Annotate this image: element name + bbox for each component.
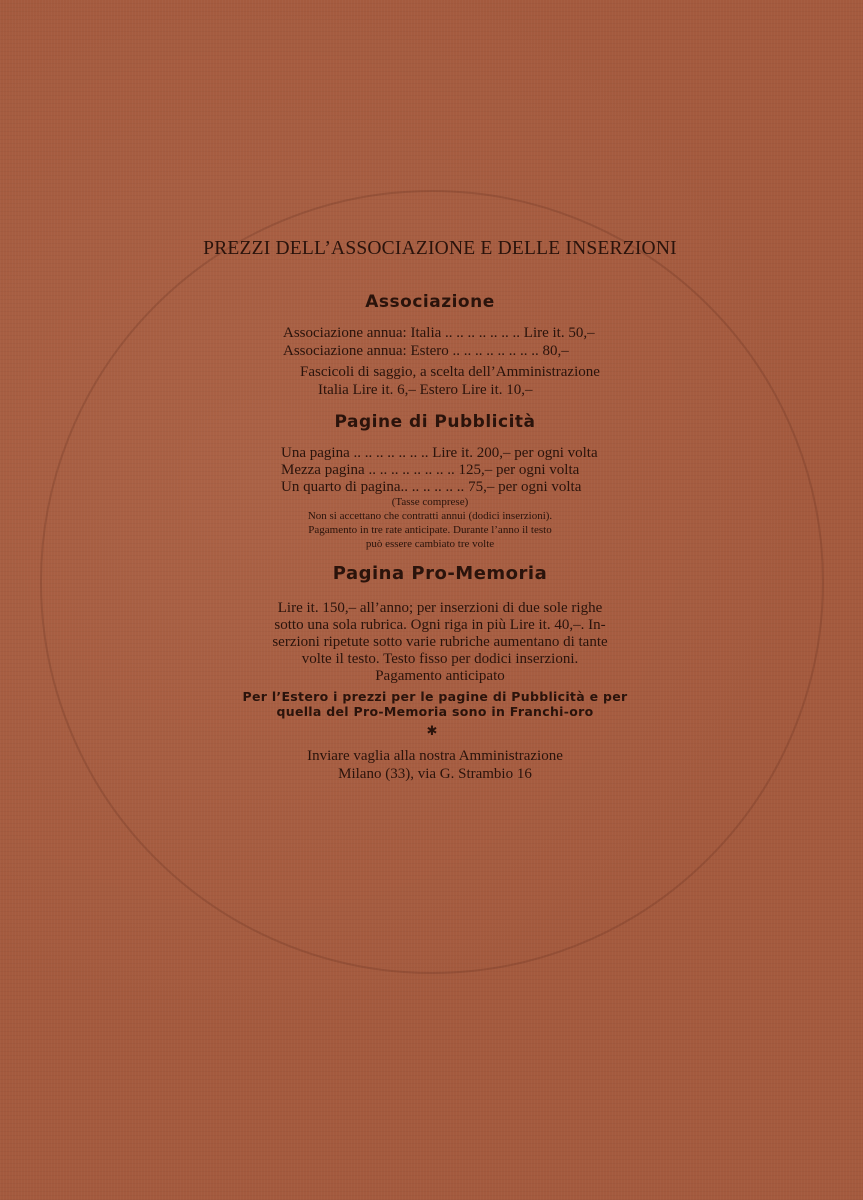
page-title: PREZZI DELL’ASSOCIAZIONE E DELLE INSERZIONI	[203, 238, 677, 259]
pubblicita-heading: Pagine di Pubblicità	[334, 412, 536, 432]
associazione-heading: Associazione	[365, 292, 495, 312]
assoc-row-amount: Lire it. 50,–	[523, 325, 595, 341]
sample-issues-prices: Italia Lire it. 6,– Estero Lire it. 10,–	[318, 382, 533, 398]
tax-note: (Tasse comprese)	[391, 496, 469, 508]
assoc-row-italia	[283, 325, 595, 342]
pro-memoria-line-4: volte il testo. Testo fisso per dodici inserzioni.	[301, 651, 579, 667]
pro-memoria-line-1: Lire it. 150,– all’anno; per inserzioni di due sole righe	[277, 600, 603, 616]
pro-memoria-heading: Pagina Pro-Memoria	[332, 563, 548, 584]
pub-row-quarter-page	[281, 479, 581, 496]
star-ornament-icon: ✱	[426, 723, 438, 738]
pub-row-label: Un quarto di pagina.. .. .. .. .. ..	[281, 479, 465, 495]
conditions-line-1: Non si accettano che contratti annui (dodici inserzioni).	[307, 510, 553, 522]
pub-row-amount: 125,– per ogni volta	[458, 462, 580, 478]
pub-row-label: Una pagina .. .. .. .. .. .. ..	[281, 445, 429, 461]
assoc-row-amount: 80,–	[542, 343, 569, 359]
assoc-row-estero	[283, 343, 569, 360]
pub-row-full-page	[281, 445, 598, 462]
estero-note-line-2: quella del Pro-Memoria sono in Franchi-oro	[276, 704, 594, 719]
estero-note-line-1: Per l’Estero i prezzi per le pagine di Pubblicità e per	[242, 689, 628, 704]
conditions-line-3: può essere cambiato tre volte	[365, 538, 495, 550]
pro-memoria-line-3: serzioni ripetute sotto varie rubriche aumentano di tante	[272, 634, 608, 650]
conditions-line-2: Pagamento in tre rate anticipate. Durante l’anno il testo	[308, 524, 552, 536]
pub-row-half-page	[281, 462, 579, 479]
assoc-row-label: Associazione annua: Estero .. .. .. .. .. .. .. ..	[283, 343, 539, 359]
pub-row-amount: Lire it. 200,– per ogni volta	[432, 445, 598, 461]
pro-memoria-line-2: sotto una sola rubrica. Ogni riga in più Lire it. 40,–. In-	[274, 617, 606, 633]
pub-row-label: Mezza pagina .. .. .. .. .. .. .. ..	[281, 462, 455, 478]
pub-row-amount: 75,– per ogni volta	[468, 479, 582, 495]
contact-line-2: Milano (33), via G. Strambio 16	[338, 766, 532, 782]
contact-line-1: Inviare vaglia alla nostra Amministrazione	[307, 748, 563, 764]
pro-memoria-line-5: Pagamento anticipato	[375, 668, 505, 684]
sample-issues-note: Fascicoli di saggio, a scelta dell’Amministrazione	[300, 364, 600, 380]
assoc-row-label: Associazione annua: Italia .. .. .. .. .. .. ..	[283, 325, 521, 341]
